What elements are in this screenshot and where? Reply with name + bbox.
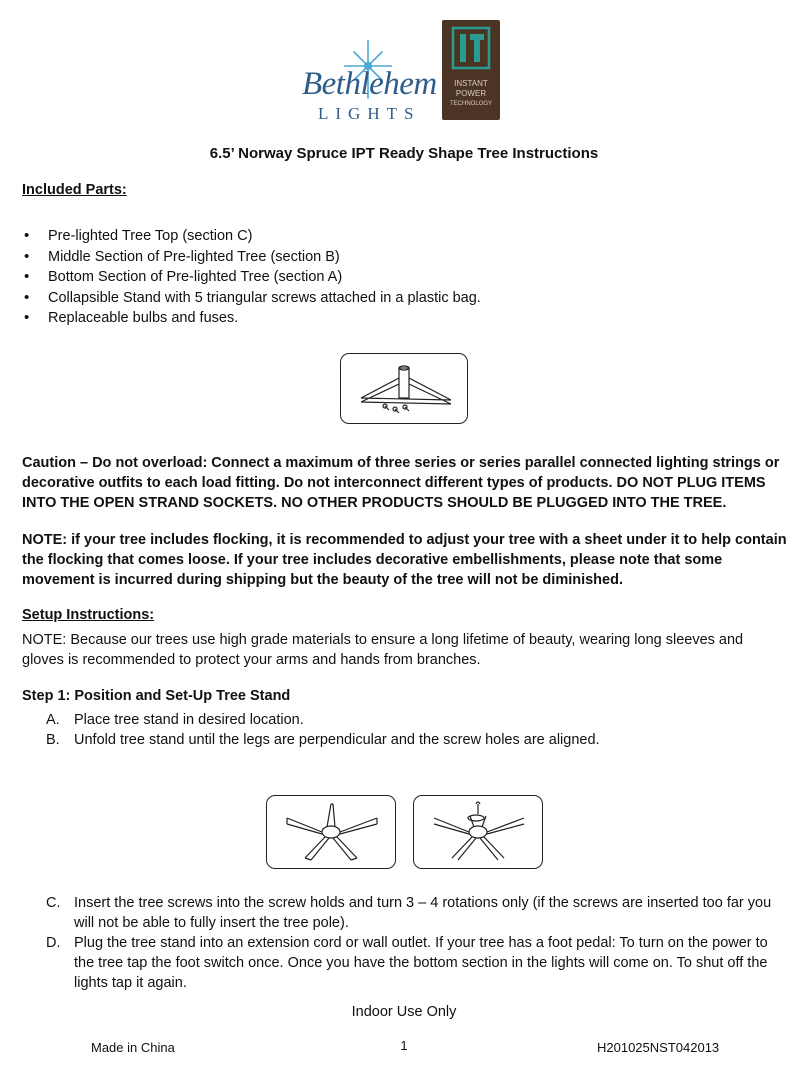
- step-item-c: [46, 893, 791, 933]
- stand-screw-illustration: [414, 796, 542, 868]
- step-text: Unfold tree stand until the legs are perpendicular and the screw holes are aligned.: [74, 732, 600, 748]
- stand-screws-figure: [413, 795, 543, 869]
- caution-text: Caution – Do not overload: Connect a maximum of three series or series parallel connected lighting strings or decorative outfits to each load fitting. Do not interconnect different types of products. DO NOT PLUG ITEMS INTO THE OPEN STRAND SOCKETS. NO OTHER PRODUCTS SHOULD BE PLUGGED INTO THE TREE.: [22, 455, 780, 511]
- collapsed-stand-figure: [340, 353, 468, 424]
- setup-note: NOTE: Because our trees use high grade materials to ensure a long lifetime of beauty, wearing long sleeves and gloves is recommended to protect your arms and hands from branches.: [22, 632, 744, 668]
- badge-line-1: INSTANT: [454, 79, 488, 88]
- step-text: Place tree stand in desired location.: [74, 712, 304, 728]
- included-parts-heading: Included Parts:: [22, 182, 127, 198]
- list-item: • Replaceable bulbs and fuses.: [22, 308, 782, 329]
- list-item: • Middle Section of Pre-lighted Tree (section B): [22, 247, 782, 268]
- included-parts-list: [22, 226, 782, 329]
- page-number: 1: [400, 1038, 408, 1053]
- brand-sub: LIGHTS: [318, 104, 421, 123]
- indoor-use-label: Indoor Use Only: [351, 1004, 457, 1020]
- stand-top-illustration: [267, 796, 395, 868]
- page-title: 6.5’ Norway Spruce IPT Ready Shape Tree Instructions: [209, 145, 599, 162]
- setup-heading: Setup Instructions:: [22, 607, 155, 623]
- made-in-label: Made in China: [91, 1040, 175, 1055]
- brand-logo: [300, 18, 510, 126]
- ipt-badge: [442, 20, 500, 120]
- step1-heading: Step 1: Position and Set-Up Tree Stand: [22, 688, 291, 704]
- step-text: Insert the tree screws into the screw holds and turn 3 – 4 rotations only (if the screws are inserted too far you will not be able to fully insert the tree pole).: [74, 895, 772, 931]
- step-letter: C.: [46, 895, 61, 911]
- step-item-b: [46, 730, 791, 750]
- brand-name: Bethlehem: [302, 66, 437, 102]
- step-text: Plug the tree stand into an extension cord or wall outlet. If your tree has a foot pedal: To turn on the power to the tree tap the foot switch once. Once you have the bottom section in the lights will come on. To shut off the lights tap it again.: [74, 935, 768, 991]
- stand-illustration: [341, 354, 467, 423]
- badge-line-3: TECHNOLOGY: [449, 101, 492, 107]
- list-item: • Pre-lighted Tree Top (section C): [22, 226, 782, 247]
- list-item: • Collapsible Stand with 5 triangular screws attached in a plastic bag.: [22, 288, 782, 309]
- ipt-logo-icon: [451, 26, 491, 70]
- document-code: H201025NST042013: [597, 1040, 720, 1055]
- list-item: • Bottom Section of Pre-lighted Tree (section A): [22, 267, 782, 288]
- badge-line-2: POWER: [455, 89, 487, 98]
- step-letter: A.: [46, 712, 60, 728]
- step-letter: D.: [46, 935, 61, 951]
- flocking-note: NOTE: if your tree includes flocking, it is recommended to adjust your tree with a sheet under it to help contain the flocking that comes loose. If your tree includes decorative embellishments, please note that some movement is incurred during shipping but the beauty of the tree will not be diminished.: [22, 532, 787, 588]
- step-letter: B.: [46, 732, 60, 748]
- step-item-a: [46, 710, 791, 730]
- step-item-d: [46, 933, 791, 993]
- unfolded-stand-figure: [266, 795, 396, 869]
